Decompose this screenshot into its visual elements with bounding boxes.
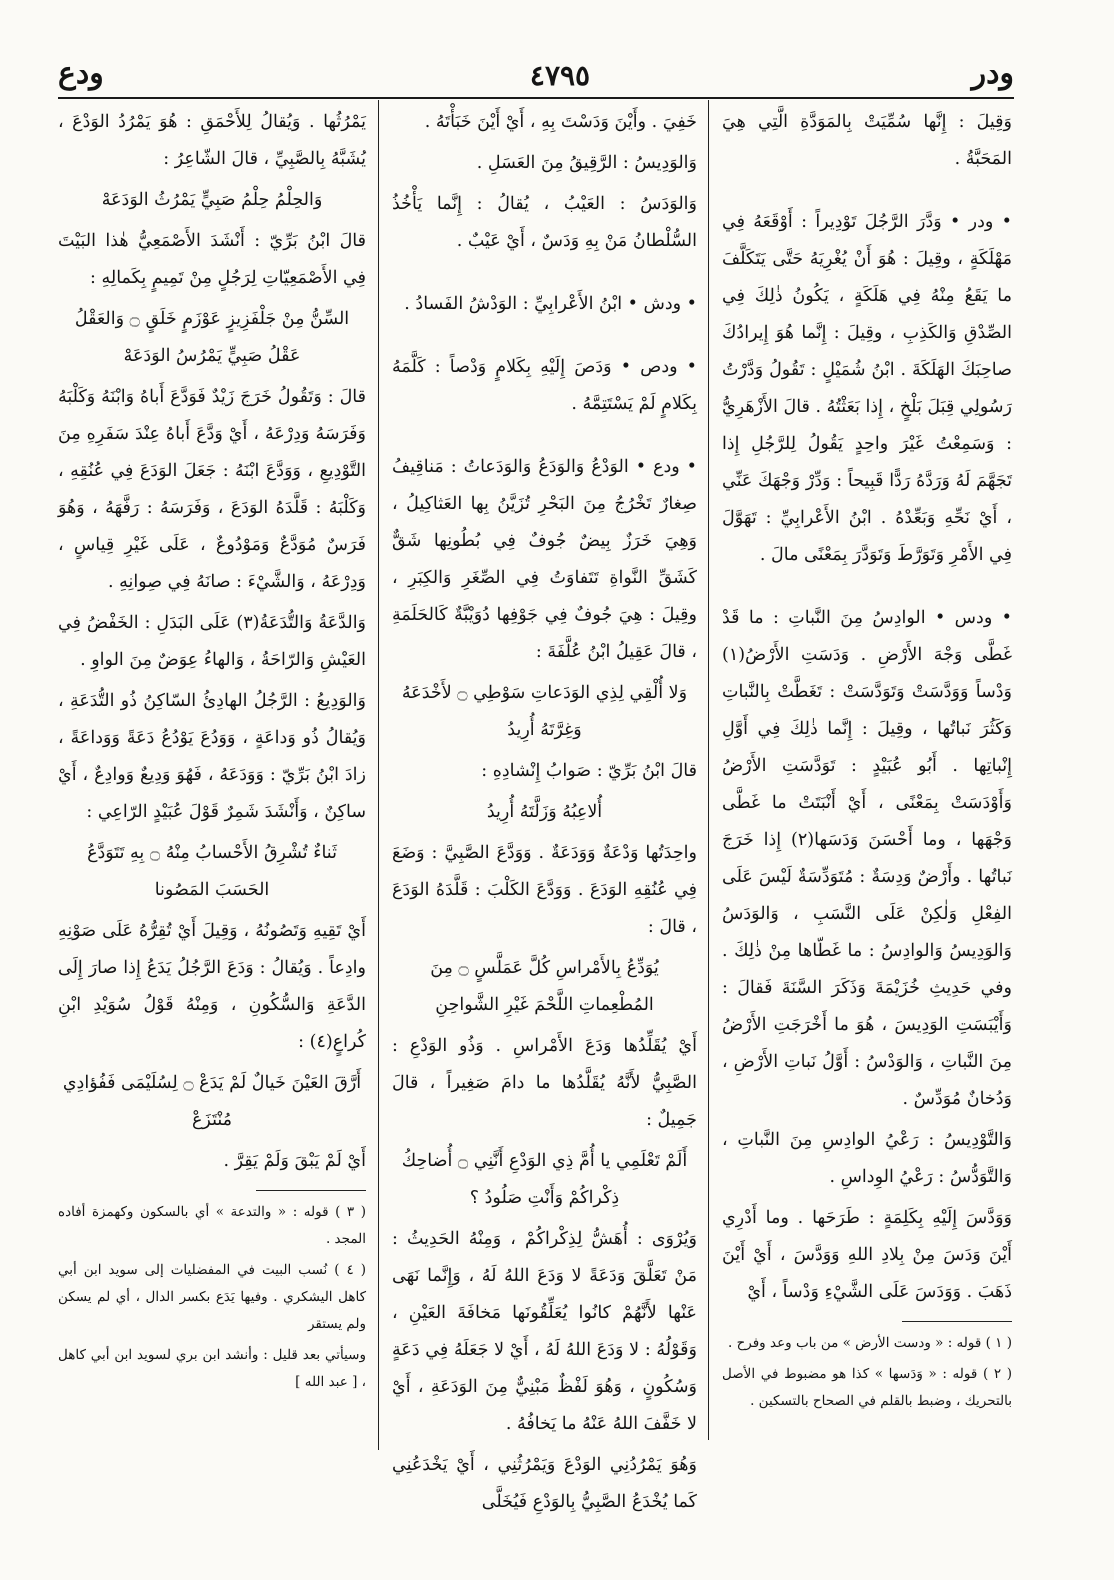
header-right-word: ودر <box>971 56 1014 91</box>
footnote: وسيأتي بعد قليل : وأنشد ابن بري لسويد ابن أبي كاهل ، [ عبد الله ] <box>58 1347 366 1390</box>
page-number: ٤٧٩٥ <box>529 59 591 92</box>
paragraph: يَمْرُثُها . وَيُقالُ لِلأَحْمَقِ : هُوَ يَمْرُدُ الوَدْعَ ، يُشَبَّهُ بِالصَّبِيِّ ، قالَ الشّاعِرُ : <box>58 112 366 169</box>
column-left <box>58 104 366 1400</box>
verse: أَلَمْ تَعْلَمِي يا أُمَّ ذِي الوَدْعِ أَنَّنِي ۝ أُضاحِكُ ذِكْراكُمْ وَأَنْتِ صَلُودُ ؟ <box>401 1151 688 1208</box>
entry-wadr: • ودر • وَدَّرَ الرَّجُلَ تَوْدِيراً : أَوْقَعَهُ فِي مَهْلَكَةٍ ، وقِيلَ : هُوَ أَنْ يُغْرِيَهُ حَتَّى يَتَكَلَّفَ ما يَقَعُ مِنْهُ فِي هَلَكَةٍ ، يَكُونُ ذٰلِكَ فِي الصِّدْقِ وَالكَذِبِ ، وقِيلَ : إِنَّما هُوَ إِيرادُكَ صاحِبَكَ الهَلَكَةَ . ابْنُ شُمَيْلٍ : تَقُولُ وَدَّرْتُ رَسُولِي قِبَلَ بَلْخٍ ، إِذا بَعَثْتُهُ . قالَ الأَزْهَرِيُّ : وَسَمِعْتُ غَيْرَ واحِدٍ يَقُولُ لِلرَّجُلِ إِذا تَجَهَّمَ لَهُ وَرَدَّهُ رَدًّا قَبِيحاً : وَدِّرْ وَجْهَكَ عَنِّي ، أَيْ نَحِّهِ وَبَعِّدْهُ . ابْنُ الأَعْرابِيِّ : تَهَوَّلَ فِي الأَمْرِ وَتَوَرَّطَ وَتَوَدَّرَ بِمَعْنًى مالَ . <box>722 212 1012 565</box>
header-left-word: ودع <box>58 56 104 91</box>
paragraph: قالَ : وَتَقُولُ خَرَجَ زَيْدٌ فَوَدَّعَ أَباهُ وَابْنَهُ وَكَلْبَهُ وَفَرَسَهُ وَدِرْعَهُ ، أَيْ وَدَّعَ أَباهُ عِنْدَ سَفَرِهِ مِنَ التَّوْدِيعِ ، وَوَدَّعَ ابْنَهُ : جَعَلَ الوَدَعَ فِي عُنُقِهِ ، وَكَلْبَهُ : قَلَّدَهُ الوَدَعَ ، وَفَرَسَهُ : رَفَّهَهُ ، وَهُوَ فَرَسٌ مُوَدَّعٌ وَمَوْدُوعٌ ، عَلَى غَيْرِ قِياسٍ ، وَدِرْعَهُ ، وَالشَّيْءَ : صانَهُ فِي صِوانِهِ . <box>58 387 366 592</box>
paragraph: قالَ ابْنُ بَرِّيّ : أَنْشَدَ الأَصْمَعِيُّ هٰذا البَيْتَ فِي الأَصْمَعِيّاتِ لِرَجُلٍ مِنْ تَمِيمٍ بِكَمالِهِ : <box>58 231 366 288</box>
paragraph: خَفِيَ . وأَيْنَ وَدَسْتَ بِهِ ، أَيْ أَيْنَ خَبَأْتَهُ . <box>424 112 697 132</box>
column-divider-left <box>378 100 379 1450</box>
entry-wads: • ودس • الوادِسُ مِنَ النَّباتِ : ما قَدْ غَطَّى وَجْهَ الأَرْضِ . وَدَسَتِ الأَرْضُ(١) وَدْساً وَوَدَّسَتْ وَتَوَدَّسَتْ : تَغَطَّتْ بِالنَّباتِ وَكَثُرَ نَباتُها ، وقِيلَ : إِنَّما ذٰلِكَ فِي أَوَّلِ إِنْباتِها . أَبُو عُبَيْدٍ : تَوَدَّسَتِ الأَرْضُ وَأَوْدَسَتْ بِمَعْنًى ، أَيْ أَنْبَتَتْ ما غَطَّى وَجْهَها ، وما أَحْسَنَ وَدَسَها(٢) إِذا خَرَجَ نَباتُها . وأَرْضٌ وَدِسَةٌ : مُتَوَدِّسَةٌ لَيْسَ عَلَى الفِعْلِ وَلٰكِنْ عَلَى النَّسَبِ ، وَالوَدَسُ وَالوَدِيسُ وَالوادِسُ : ما غَطّاها مِنْ ذٰلِكَ . وفي حَدِيثِ خُزَيْمَةَ وَذَكَرَ السَّنَةَ فَقالَ : وَأَيْبَسَتِ الوَدِيسَ ، هُوَ ما أَخْرَجَتِ الأَرْضُ مِنَ النَّباتِ ، وَالوَدْسُ : أَوَّلُ نَباتِ الأَرْضِ ، وَدُخانٌ مُوَدِّسٌ . <box>722 608 1012 1109</box>
header-rule <box>58 97 1014 99</box>
footnote: ( ٣ ) قوله : « والتدعة » أي بالسكون وكهمزة أفاده المجد . <box>58 1204 366 1247</box>
verse: أُلاعِبُهُ وَزَلَّتَهُ أُرِيدُ <box>486 802 603 822</box>
column-right <box>722 104 1012 1419</box>
paragraph: وَالوَدِيعُ : الرَّجُلُ الهادِئُ السّاكِنُ ذُو التُّدَعَةِ ، وَيُقالُ ذُو وَداعَةٍ ، وَوَدُعَ يَوْدُعُ دَعَةً وَوَداعَةً ، زادَ ابْنُ بَرِّيّ : وَوَدَعَهُ ، فَهُوَ وَدِيعٌ وَوادِعٌ ، أَيْ ساكِنٌ ، وَأَنْشَدَ شَمِرٌ قَوْلَ عُبَيْدٍ الرّاعِي : <box>58 691 366 822</box>
paragraph: وَالتَّوْدِيسُ : رَعْيُ الوادِسِ مِنَ النَّباتِ ، وَالتَّوَدُّسُ : رَعْيُ الوِداسِ . <box>722 1130 1012 1187</box>
column-middle <box>392 104 697 1525</box>
verse: وَلا أُلْقِي لِذِي الوَدَعاتِ سَوْطِي ۝ لأَخْدَعَهُ وَغِرَّتَهُ أُرِيدُ <box>401 683 688 740</box>
column-divider-right <box>708 100 709 1440</box>
paragraph: وَوَدَّسَ إِلَيْهِ بِكَلِمَةٍ : طَرَحَها . وما أَدْرِي أَيْنَ وَدَسَ مِنْ بِلادِ اللهِ وَوَدَّسَ ، أَيْ أَيْنَ ذَهَبَ . وَوَدَسَ عَلَى الشَّيْءِ وَدْساً ، أَيْ <box>722 1208 1012 1302</box>
verse: أَرَّقَ العَيْنَ خَيالٌ لَمْ يَدَعْ ۝ لِسُلَيْمَى فَفُؤادِي مُنْتَزَعْ <box>62 1073 362 1130</box>
paragraph: وَهُوَ يَمْرُدُنِي الوَدْعَ وَيَمْرُثُنِي ، أَيْ يَخْدَعُنِي كَما يُخْدَعُ الصَّبِيُّ بِالوَدْعِ فَيُخَلَّى <box>392 1455 697 1512</box>
paragraph: وَقِيلَ : إِنَّها سُمِّيَتْ بِالمَوَدَّةِ الَّتِي هِيَ المَحَبَّةُ . <box>722 112 1012 169</box>
paragraph: وَالدَّعَةُ وَالتُّدَعَةُ(٣) عَلَى البَدَلِ : الخَفْضُ فِي العَيْشِ وَالرّاحَةُ ، وَالهاءُ عِوَضٌ مِنَ الواوِ . <box>58 613 367 670</box>
paragraph: وَالوَدَسُ : العَيْبُ ، يُقالُ : إِنَّما يَأْخُذُ السُّلْطانُ مَنْ بِهِ وَدَسٌ ، أَيْ عَيْبٌ . <box>392 194 697 251</box>
footnote-rule <box>902 1321 1012 1322</box>
footnote: ( ٢ ) قوله : « وَدَسها » كذا هو مضبوط في الأصل بالتحريك ، وضبط بالقلم في الصحاح بالتسكين . <box>722 1366 1013 1409</box>
footnote: ( ١ ) قوله : « ودست الأرض » من باب وعد وفرح . <box>727 1335 1012 1351</box>
verse: وَالحِلْمُ حِلْمُ صَبِيٍّ يَمْرُثُ الوَدَعَهْ <box>101 190 323 210</box>
verse: السِّنُّ مِنْ جَلْفَزِيزٍ عَوْزَمٍ خَلَقٍ ۝ وَالعَقْلُ عَقْلُ صَبِيٍّ يَمْرُسُ الوَدَعَهْ <box>74 309 350 366</box>
paragraph: واحِدَتُها وَدْعَةٌ وَوَدَعَةٌ . وَوَدَّعَ الصَّبِيَّ : وَضَعَ فِي عُنُقِهِ الوَدَعَ . وَوَدَّعَ الكَلْبَ : قَلَّدَهُ الوَدَعَ ، قالَ : <box>392 843 697 937</box>
paragraph: أَيْ يُقَلِّدُها وَدَعَ الأَمْراسِ . وَذُو الوَدْعِ : الصَّبِيُّ لأَنَّهُ يُقَلَّدُها ما دامَ صَغِيراً ، قالَ جَمِيلٌ : <box>392 1036 697 1130</box>
paragraph: قالَ ابْنُ بَرِّيّ : صَوابُ إِنْشادِهِ : <box>481 761 697 781</box>
paragraph: أَيْ تَقِيهِ وَتَصُونُهُ ، وَقِيلَ أَيْ تُقِرُّهُ عَلَى صَوْنِهِ وادِعاً . وَيُقالُ : وَدَعَ الرَّجُلُ يَدَعُ إِذا صارَ إِلَى الدَّعَةِ وَالسُّكُونِ ، وَمِنْهُ قَوْلُ سُوَيْدِ ابْنِ كُراعٍ(٤) : <box>58 921 366 1052</box>
entry-wadsh: • ودش • ابْنُ الأَعْرابِيِّ : الوَدْشُ الفَسادُ . <box>404 294 697 314</box>
entry-wads-sad: • ودص • وَدَصَ إِلَيْهِ بِكَلامٍ وَدْصاً : كَلَّمَهُ بِكَلامٍ لَمْ يَسْتَتِمَّهُ . <box>392 357 697 414</box>
paragraph: وَالوَدِيسُ : الرَّقِيقُ مِنَ العَسَلِ . <box>476 153 697 173</box>
entry-wada: • ودع • الوَدْعُ وَالوَدَعُ وَالوَدَعاتُ : مَناقِيفُ صِغارٌ تَخْرُجُ مِنَ البَحْرِ تُزَيَّنُ بِها العَثاكِيلُ ، وَهِيَ خَرَزٌ بِيضٌ جُوفٌ فِي بُطُونِها شَقٌّ كَشَقِّ النَّواةِ تَتَفاوَتُ فِي الصِّغَرِ وَالكِبَرِ ، وقِيلَ : هِيَ جُوفٌ فِي جَوْفِها دُوَيْبَّةٌ كَالحَلَمَةِ ، قالَ عَقِيلُ ابْنُ عُلَّفَةَ : <box>392 457 697 662</box>
footnote: ( ٤ ) نُسب البيت في المفضليات إلى سويد ابن أبي كاهل اليشكري . وفيها يَدَع بكسر الدال ، أي لم يسكن ولم يستقر <box>58 1262 366 1332</box>
verse: يُوَدِّعُ بِالأَمْراسِ كُلَّ عَمَلَّسٍ ۝ مِنَ المُطْعِماتِ اللَّحْمَ غَيْرِ الشَّواحِنِ <box>430 958 659 1015</box>
footnote-rule <box>256 1190 366 1191</box>
verse: ثَناءٌ تُشْرِقُ الأَحْسابُ مِنْهُ ۝ بِهِ تَتَوَدَّعُ الحَسَبَ المَصُونا <box>87 843 337 900</box>
paragraph: وَيُرْوَى : أُهَشُّ لِذِكْراكُمْ ، وَمِنْهُ الحَدِيثُ : مَنْ تَعَلَّقَ وَدَعَةً لا وَدَعَ اللهُ لَهُ ، وَإِنَّما نَهَى عَنْها لأَنَّهُمْ كانُوا يُعَلِّقُونَها مَخافَةَ العَيْنِ ، وَقَوْلُهُ : لا وَدَعَ اللهُ لَهُ ، أَيْ لا جَعَلَهُ فِي دَعَةٍ وَسُكُونٍ ، وَهُوَ لَفْظٌ مَبْنِيٌّ مِنَ الوَدَعَةِ ، أَيْ لا خَفَّفَ اللهُ عَنْهُ ما يَخافُهُ . <box>392 1229 697 1434</box>
paragraph: أَيْ لَمْ يَبْقَ وَلَمْ يَقِرَّ . <box>223 1151 366 1171</box>
